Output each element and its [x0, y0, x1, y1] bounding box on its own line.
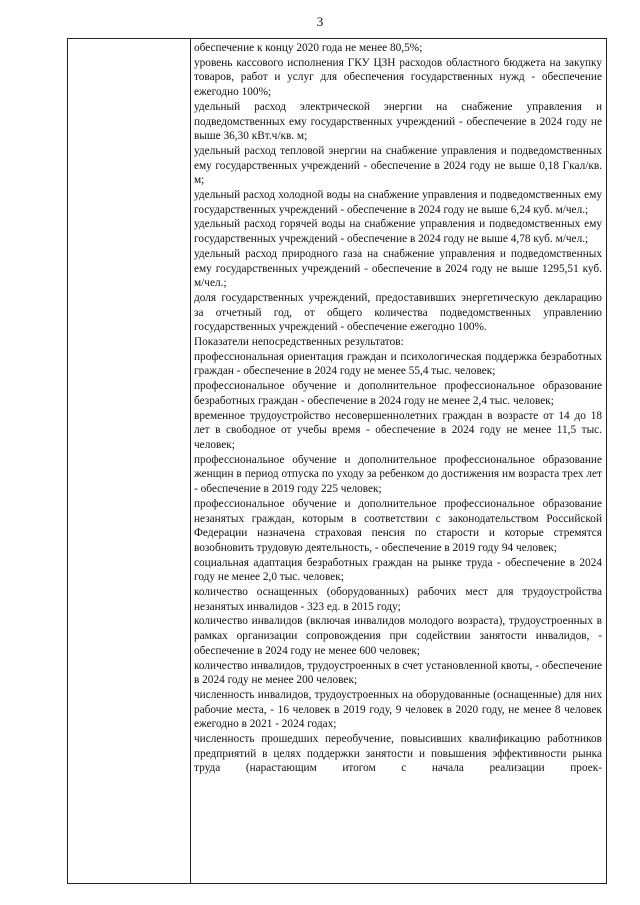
- paragraph: временное трудоустройство несовершеннолетних граждан в возрасте от 14 до 18 лет в свободное от учебы время - обеспечение в 2024 году не менее 11,5 тыс. человек;: [194, 409, 602, 451]
- document-table: [67, 38, 607, 884]
- paragraph: количество инвалидов, трудоустроенных в счет установленной квоты, - обеспечение в 2024 году не менее 200 человек;: [194, 659, 602, 687]
- paragraph: удельный расход холодной воды на снабжение управления и подведомственных ему государственных учреждений - обеспечение в 2024 году не выше 6,24 куб. м/чел.;: [194, 189, 602, 216]
- paragraph: профессиональное обучение и дополнительное профессиональное образование безработных граждан - обеспечение в 2024 году не менее 2,4 тыс. человек;: [194, 380, 602, 407]
- table-content-column: [191, 39, 606, 883]
- table-left-column: [68, 39, 191, 883]
- paragraph: удельный расход природного газа на снабжение управления и подведомственных ему государственных учреждений - обеспечение в 2024 году не выше 1295,51 куб. м/чел.;: [194, 247, 602, 290]
- paragraph: профессиональное обучение и дополнительное профессиональное образование женщин в период отпуска по уходу за ребенком до достижения им возраста трех лет - обеспечение в 2019 году 225 человек;: [194, 453, 602, 496]
- paragraph: обеспечение к концу 2020 года не менее 80,5%;: [194, 42, 423, 54]
- paragraph: профессиональное обучение и дополнительное профессиональное образование незанятых граждан, которым в соответствии с законодательством Российской Федерации назначена страховая пенсия по старости и которые стремятся возобновить трудовую деятельность, - обеспечение в 2019 году 94 человек;: [194, 497, 602, 554]
- paragraph: удельный расход тепловой энергии на снабжение управления и подведомственных ему государственных учреждений - обеспечение в 2024 году не выше 0,18 Гкал/кв. м;: [194, 144, 602, 187]
- section-heading: Показатели непосредственных результатов:: [194, 336, 404, 349]
- paragraph: количество оснащенных (оборудованных) рабочих мест для трудоустройства незанятых инвалидов - 323 ед. в 2015 году;: [194, 586, 602, 613]
- paragraph: количество инвалидов (включая инвалидов молодого возраста), трудоустроенных в рамках организации сопровождения при содействии занятости инвалидов, - обеспечение в 2024 году не менее 600 человек;: [194, 615, 602, 657]
- paragraph: социальная адаптация безработных граждан на рынке труда - обеспечение в 2024 году не менее 2,0 тыс. человек;: [194, 556, 602, 584]
- paragraph: уровень кассового исполнения ГКУ ЦЗН расходов областного бюджета на закупку товаров, работ и услуг для обеспечения государственных нужд - обеспечение ежегодно 100%;: [194, 56, 602, 99]
- paragraph: доля государственных учреждений, предоставивших энергетическую декларацию за отчетный год, от общего количества подведомственных управлению государственных учреждений - обеспечение ежегодно 100%.: [194, 291, 602, 334]
- paragraph: профессиональная ориентация граждан и психологическая поддержка безработных граждан - обеспечение в 2024 году не менее 55,4 тыс. человек;: [194, 350, 602, 378]
- page-number: 3: [316, 14, 324, 29]
- paragraph: удельный расход электрической энергии на снабжение управления и подведомственных ему государственных учреждений - обеспечение в 2024 году не выше 36,30 кВт.ч/кв. м;: [194, 100, 602, 143]
- paragraph-continued: численность прошедших переобучение, повысивших квалификацию работников предприятий в целях поддержки занятости и повышения эффективности рынка труда (нарастающим итогом с начала реализации проек-: [194, 733, 602, 775]
- paragraph: удельный расход горячей воды на снабжение управления и подведомственных ему государственных учреждений - обеспечение в 2024 году не выше 4,78 куб. м/чел.;: [194, 218, 602, 246]
- paragraph: численность инвалидов, трудоустроенных на оборудованные (оснащенные) для них рабочие места, - 16 человек в 2019 году, 9 человек в 2020 году, не менее 8 человек ежегодно в 2021 - 2024 годах;: [194, 688, 602, 731]
